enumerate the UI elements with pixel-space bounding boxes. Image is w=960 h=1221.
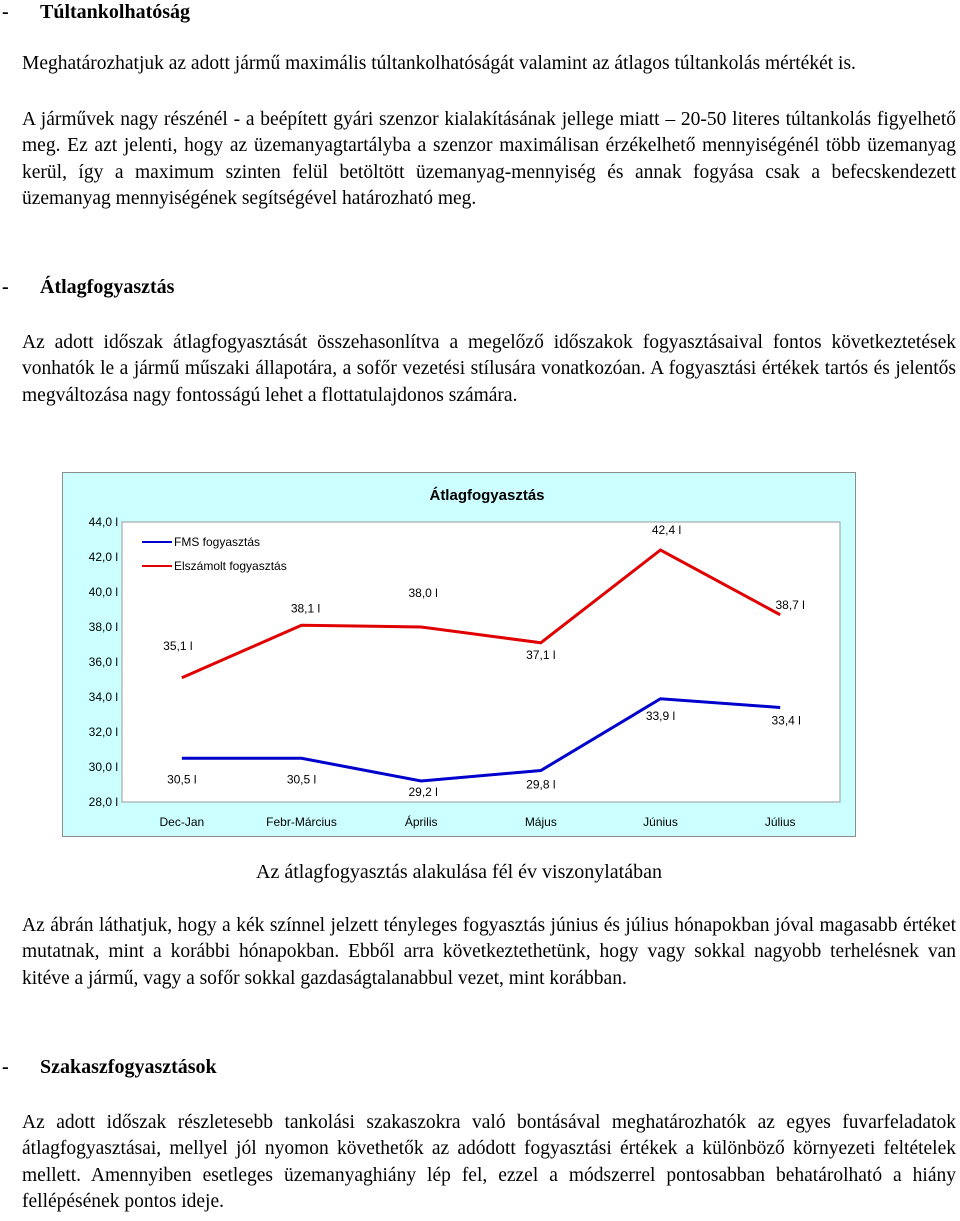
data-label: 38,0 l xyxy=(408,586,438,600)
chart-title: Átlagfogyasztás xyxy=(429,487,545,504)
legend-label: FMS fogyasztás xyxy=(174,535,261,549)
y-tick-label: 40,0 l xyxy=(88,585,118,599)
x-tick-label: Május xyxy=(524,815,557,829)
data-label: 38,7 l xyxy=(775,597,805,612)
paragraph: Meghatározhatjuk az adott jármű maximális túltankolhatóságát valamint az átlagos túltankolás mértékét is. xyxy=(22,53,856,74)
data-label: 29,2 l xyxy=(408,785,438,799)
legend-label: Elszámolt fogyasztás xyxy=(174,559,287,573)
heading-dash: - xyxy=(2,1056,9,1078)
y-tick-label: 34,0 l xyxy=(88,690,118,704)
heading-dash: - xyxy=(2,1,9,23)
data-label: 35,1 l xyxy=(163,638,193,653)
heading-dash: - xyxy=(2,276,9,298)
data-label: 29,8 l xyxy=(526,777,556,792)
y-tick-label: 38,0 l xyxy=(88,620,118,634)
figure-caption: Az átlagfogyasztás alakulása fél év viszonylatában xyxy=(256,861,662,883)
data-label: 37,1 l xyxy=(526,647,556,662)
x-tick-label: Június xyxy=(643,815,678,829)
y-tick-label: 42,0 l xyxy=(88,550,118,564)
consumption-line-chart xyxy=(62,472,856,837)
heading-text: Átlagfogyasztás xyxy=(40,276,175,298)
data-label: 33,4 l xyxy=(771,713,801,728)
data-label: 38,1 l xyxy=(290,601,321,616)
heading-text: Túltankolhatóság xyxy=(40,1,191,23)
x-tick-label: Febr-Március xyxy=(266,815,337,829)
data-label: 30,5 l xyxy=(167,772,197,787)
x-tick-label: Július xyxy=(764,815,796,829)
paragraph: Az adott időszak részletesebb tankolási szakaszokra való bontásával meghatározhatók az egyes fuvarfeladatok átlagfogyasztásai, mellyel jól nyomon követhetők az adódott fogyasztási értékek a különböző környezeti feltételek mellett. Amennyiben esetleges üzemanyaghiány lép fel, ezzel a módszerrel pontosabban behatárolható a hiány fellépésének pontos ideje. xyxy=(22,1112,956,1213)
data-label: 33,9 l xyxy=(645,708,676,723)
x-tick-label: Április xyxy=(404,815,438,829)
y-tick-label: 44,0 l xyxy=(88,515,118,529)
y-tick-label: 36,0 l xyxy=(88,655,118,669)
y-tick-label: 32,0 l xyxy=(88,725,118,739)
y-tick-label: 28,0 l xyxy=(88,795,118,809)
paragraph: Az adott időszak átlagfogyasztását összehasonlítva a megelőző időszakok fogyasztásaival fontos következtetések vonhatók le a jármű műszaki állapotára, a sofőr vezetési stílusára vonatkozóan. A fogyasztási értékek tartós és jelentős megváltozása nagy fontosságú lehet a flottatulajdonos számára. xyxy=(22,332,956,406)
heading-text: Szakaszfogyasztások xyxy=(40,1056,217,1078)
y-tick-label: 30,0 l xyxy=(88,760,118,774)
data-label: 30,5 l xyxy=(286,772,317,787)
paragraph: A járművek nagy részénél - a beépített gyári szenzor kialakításának jellege miatt – 20-50 literes túltankolás figyelhető meg. Ez azt jelenti, hogy az üzemanyagtartályba a szenzor maximálisan érzékelhető mennyiségénél több üzemanyag kerül, így a maximum szinten felül betöltött üzemanyag-mennyiség és annak fogyása csak a befecskendezett üzemanyag mennyiségének segítségével határozható meg. xyxy=(22,109,956,210)
x-tick-label: Dec-Jan xyxy=(159,815,205,829)
paragraph: Az ábrán láthatjuk, hogy a kék színnel jelzett tényleges fogyasztás június és július hónapokban jóval magasabb értéket mutatnak, mint a korábbi hónapokban. Ebből arra következtethetünk, hogy vagy sokkal nagyobb terhelésnek van kitéve a jármű, vagy a sofőr sokkal gazdaságtalanabbul vezet, mint korábban. xyxy=(22,915,956,989)
data-label: 42,4 l xyxy=(651,523,682,537)
